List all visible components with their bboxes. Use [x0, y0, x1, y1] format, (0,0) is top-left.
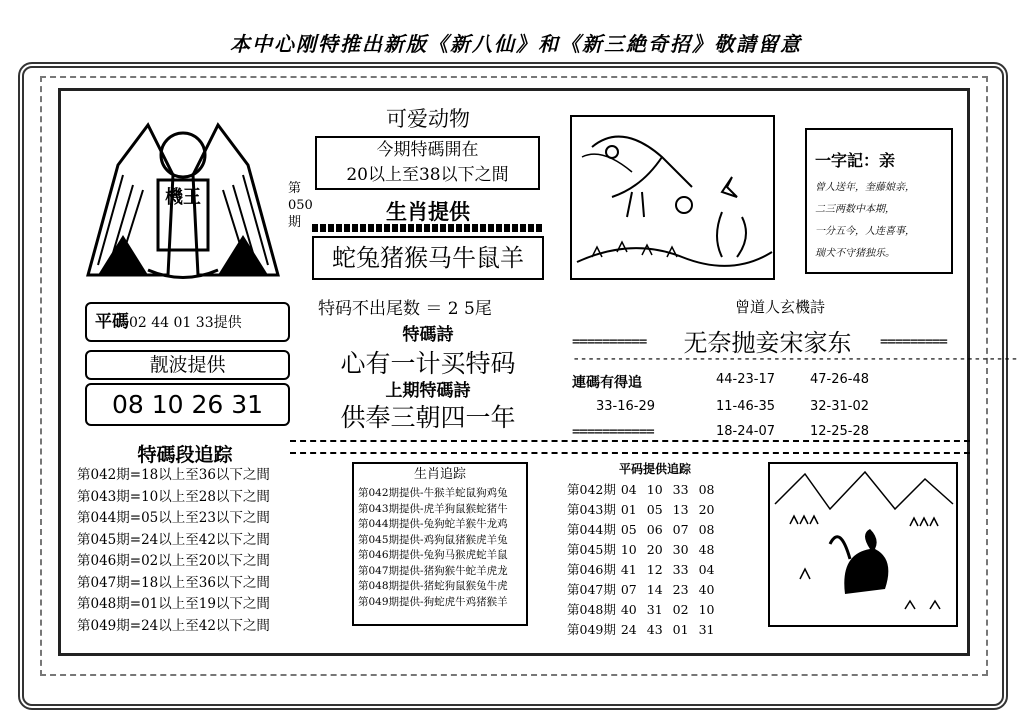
number-cell: 06 — [646, 522, 663, 537]
duan-row: 第045期=24以上至42以下之間 — [77, 531, 270, 548]
pingma-track-title: 平码提供追踪 — [618, 462, 691, 476]
liangbo-numbers: 08 10 26 31 — [85, 383, 290, 426]
dash-right: ========= — [880, 334, 947, 350]
number-cell: 07 — [672, 522, 689, 537]
lianma-cell: 12-25-28 — [810, 424, 870, 439]
table-row — [77, 465, 270, 487]
range-box — [315, 136, 540, 190]
range-line-1: 今期特碼開在 — [376, 140, 479, 160]
table-row — [567, 520, 724, 540]
table-row — [567, 500, 724, 520]
shengxiao-row: 第049期提供-狗蛇虎牛鸡猪猴羊 — [358, 595, 508, 608]
zodiac-title: 生肖提供 — [386, 199, 470, 224]
shengxiao-row: 第045期提供-鸡狗鼠猪猴虎羊兔 — [358, 533, 508, 546]
number-cell: 20 — [698, 502, 715, 517]
table-row — [77, 616, 270, 638]
duan-row: 第046期=02以上至20以下之間 — [77, 553, 270, 569]
number-cell: 13 — [672, 502, 689, 517]
divider — [312, 224, 544, 232]
table-row — [567, 600, 724, 620]
animal-title: 可爱动物 — [386, 107, 470, 131]
duan-row: 第043期=10以上至28以下之間 — [77, 488, 270, 505]
number-cell: 40 — [698, 582, 715, 597]
table-row — [77, 573, 270, 595]
shengxiao-row: 第042期提供-牛猴羊蛇鼠狗鸡兔 — [358, 487, 508, 499]
table-row — [567, 580, 724, 600]
shengxiao-row: 第044期提供-兔狗蛇羊猴牛龙鸡 — [358, 518, 508, 530]
yizi-line: 二三两数中本期， — [815, 204, 895, 215]
prev-poem-line: 供奉三朝四一年 — [340, 403, 516, 432]
liangbo-label: 靓波提供 — [85, 350, 290, 380]
pingma-suffix: 提供 — [213, 315, 242, 331]
table-row — [77, 551, 270, 573]
shengxiao-row: 第043期提供-虎羊狗鼠猴蛇猪牛 — [358, 502, 508, 515]
duan-row: 第042期=18以上至36以下之間 — [77, 467, 270, 483]
yizi-box — [805, 128, 953, 274]
table-row — [77, 530, 270, 552]
table-row — [567, 620, 724, 640]
issue-cell: 第046期 — [567, 562, 616, 577]
duan-row: 第044期=05以上至23以下之間 — [77, 510, 270, 526]
eagle-logo — [78, 105, 288, 285]
lianma-label: 連碼有得追 — [572, 375, 642, 391]
number-cell: 40 — [620, 602, 637, 617]
lianma-cell: 11-46-35 — [716, 399, 776, 414]
number-cell: 08 — [698, 522, 715, 537]
duan-table — [77, 465, 297, 637]
table-row — [567, 480, 724, 500]
poem-title: 特碼詩 — [402, 325, 454, 345]
table-row — [77, 594, 270, 616]
number-cell: 05 — [646, 502, 663, 517]
pingma-track-table — [567, 480, 724, 640]
table-row — [567, 540, 724, 560]
prev-poem-title: 上期特碼詩 — [385, 381, 471, 401]
number-cell: 10 — [698, 602, 715, 617]
number-cell: 20 — [646, 542, 663, 557]
issue-cell: 第047期 — [567, 582, 616, 597]
duan-row: 第049期=24以上至42以下之間 — [77, 617, 270, 634]
ornament-divider — [290, 440, 970, 454]
dash-left: ========== — [572, 334, 647, 350]
number-cell: 04 — [620, 482, 637, 497]
page-header: 本中心刚特推出新版《新八仙》和《新三絶奇招》敬請留意 — [230, 32, 802, 56]
rooster-picture — [768, 462, 958, 627]
issue-cell: 第049期 — [567, 622, 616, 637]
yizi-line: 曾人送年，奎藤娘亲， — [815, 182, 915, 193]
yizi-label: 一字記：亲 — [815, 151, 896, 170]
number-cell: 33 — [672, 482, 689, 497]
logo-badge: 機王 — [165, 187, 201, 208]
jishi-poem: 无奈抛妾宋家东 — [683, 329, 852, 357]
range-line-2: 20以上至38以下之間 — [346, 165, 509, 185]
pingma-numbers: 02 44 01 33 — [129, 315, 214, 331]
shengxiao-row: 第046期提供-兔狗马猴虎蛇羊鼠 — [358, 549, 508, 561]
lianma-cell: 32-31-02 — [810, 399, 870, 414]
number-cell: 14 — [646, 582, 663, 597]
shengxiao-row: 第048期提供-猪蛇狗鼠猴兔牛虎 — [358, 580, 508, 592]
shengxiao-box — [352, 462, 528, 626]
number-cell: 31 — [646, 602, 663, 617]
lianma-cell: 44-23-17 — [716, 372, 776, 387]
number-cell: 12 — [646, 562, 663, 577]
issue-cell: 第044期 — [567, 522, 616, 537]
duan-title: 特碼段追踪 — [137, 444, 233, 466]
number-cell: 08 — [698, 482, 715, 497]
number-cell: 43 — [646, 622, 663, 637]
pingma-box — [85, 302, 290, 342]
number-cell: 24 — [620, 622, 637, 637]
bird-picture — [570, 115, 775, 280]
shengxiao-title: 生肖追踪 — [413, 467, 466, 482]
dash-short: =========== — [572, 424, 654, 440]
number-cell: 48 — [698, 542, 715, 557]
number-cell: 10 — [620, 542, 637, 557]
number-cell: 30 — [672, 542, 689, 557]
number-cell: 31 — [698, 622, 715, 637]
yizi-line: 瑞犬不守猪独乐。 — [815, 248, 895, 259]
yizi-line: 一分五今，人连喜事， — [815, 226, 915, 237]
jishi-title: 曾道人玄機詩 — [734, 298, 825, 316]
issue-cell: 第042期 — [567, 482, 616, 497]
issue-cell: 第045期 — [567, 542, 616, 557]
number-cell: 01 — [620, 502, 637, 517]
number-cell: 41 — [620, 562, 637, 577]
poem-line: 心有一计买特码 — [340, 349, 516, 378]
zodiac-list: 蛇兔猪猴马牛鼠羊 — [312, 236, 544, 280]
pingma-label: 平碼 — [95, 312, 129, 332]
dash-line: ------------------------------------------------------------ — [572, 351, 1018, 367]
number-cell: 01 — [672, 622, 689, 637]
lianma-cell: 33-16-29 — [596, 399, 656, 414]
number-cell: 33 — [672, 562, 689, 577]
shengxiao-row: 第047期提供-猪狗猴牛蛇羊虎龙 — [358, 564, 508, 577]
rooster-icon — [770, 464, 956, 625]
number-cell: 05 — [620, 522, 637, 537]
table-row — [77, 487, 270, 509]
issue-cell: 第048期 — [567, 602, 616, 617]
duan-row: 第048期=01以上至19以下之間 — [77, 596, 270, 612]
number-cell: 23 — [672, 582, 689, 597]
issue-cell: 第043期 — [567, 502, 616, 517]
issue-prefix: 第 — [288, 181, 302, 196]
table-row — [567, 560, 724, 580]
duan-row: 第047期=18以上至36以下之間 — [77, 574, 270, 591]
lianma-cell: 47-26-48 — [810, 372, 870, 387]
tail-number: 特码不出尾数 ＝ 2 5尾 — [318, 299, 492, 319]
lianma-cell: 18-24-07 — [716, 424, 776, 439]
number-cell: 10 — [646, 482, 663, 497]
number-cell: 04 — [698, 562, 715, 577]
table-row — [77, 508, 270, 530]
bird-flower-icon — [572, 117, 773, 278]
number-cell: 07 — [620, 582, 637, 597]
issue-suffix: 期 — [288, 215, 302, 230]
number-cell: 02 — [672, 602, 689, 617]
issue-value: 050 — [288, 198, 313, 213]
